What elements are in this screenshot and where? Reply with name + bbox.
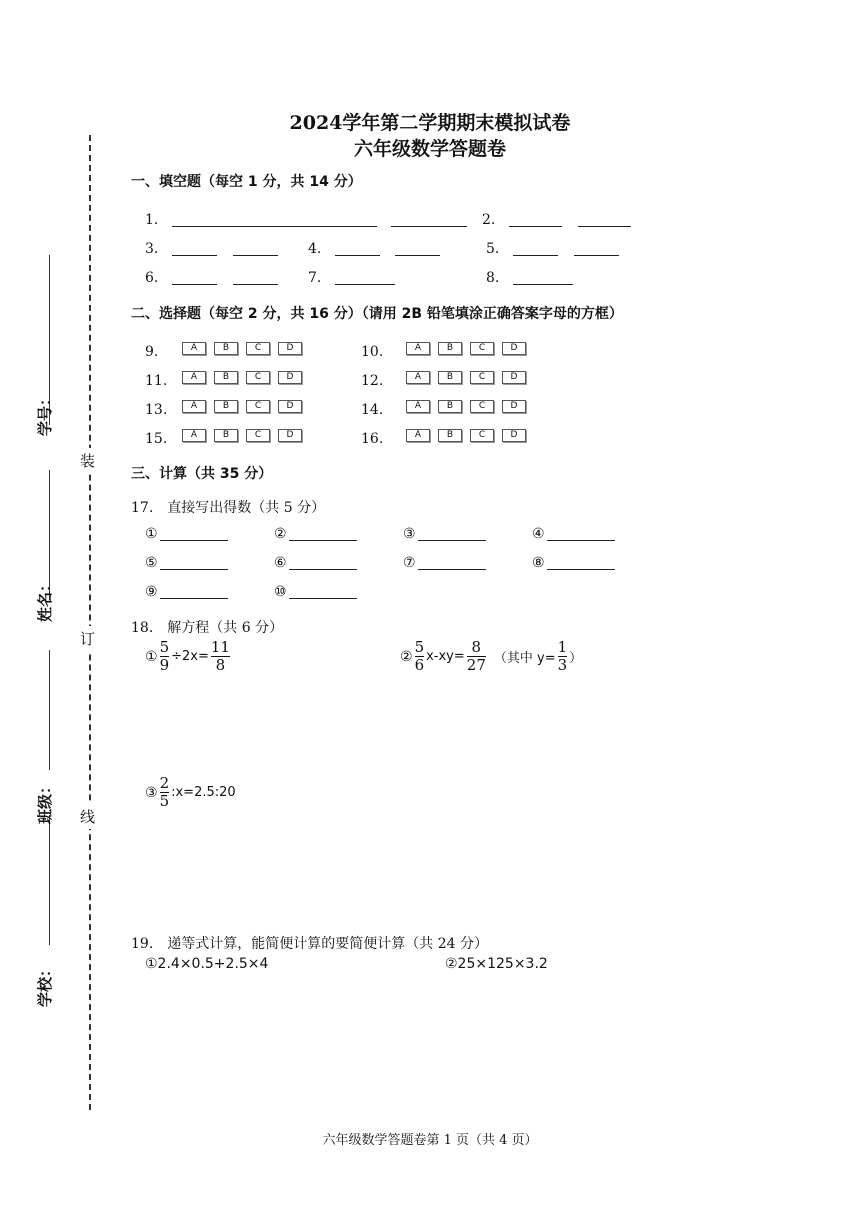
q19-item-2: ②25×125×3.2	[445, 956, 548, 972]
q17-item-1-mark: ①	[145, 526, 158, 542]
numerator: 5	[159, 638, 170, 656]
q17-item-4-mark: ④	[532, 526, 545, 542]
option-d-box[interactable]: D	[278, 342, 302, 355]
q7-number: 7.	[308, 270, 322, 286]
numerator: 5	[414, 638, 425, 656]
option-a-box[interactable]: A	[406, 429, 430, 442]
q6-blank-2[interactable]	[233, 270, 278, 285]
q15-options	[182, 429, 302, 442]
q3-number: 3.	[145, 241, 159, 257]
option-d-box[interactable]: D	[502, 342, 526, 355]
option-a-box[interactable]: A	[182, 371, 206, 384]
q17-item-3-mark: ③	[403, 526, 416, 542]
option-a-box[interactable]: A	[406, 400, 430, 413]
denominator: 3	[557, 656, 568, 674]
option-d-box[interactable]: D	[502, 371, 526, 384]
eq1-fraction-2	[211, 639, 230, 674]
q11-options	[182, 371, 302, 384]
q17-item-10-blank[interactable]	[289, 584, 357, 599]
q19-prompt: 19. 递等式计算，能简便计算的要简便计算（共 24 分）	[131, 936, 488, 952]
option-b-box[interactable]: B	[438, 400, 462, 413]
q17-item-5-blank[interactable]	[160, 555, 228, 570]
q17-item-2-mark: ②	[274, 526, 287, 542]
binding-dashed-line	[89, 135, 91, 1110]
q9-number: 9.	[145, 344, 159, 360]
q17-item-6-blank[interactable]	[289, 555, 357, 570]
exam-title: 2024学年第二学期期末模拟试卷	[289, 112, 571, 134]
option-c-box[interactable]: C	[470, 371, 494, 384]
numerator: 1	[557, 638, 568, 656]
option-b-box[interactable]: B	[438, 342, 462, 355]
q17-item-8-mark: ⑧	[532, 555, 545, 571]
q7-blank[interactable]	[335, 270, 395, 285]
eq3-rest: :x=2.5:20	[171, 785, 236, 800]
section2-heading: 二、选择题（每空 2 分，共 16 分）（请用 2B 铅笔填涂正确答案字母的方框）	[131, 306, 623, 322]
option-a-box[interactable]: A	[406, 342, 430, 355]
q17-item-7-mark: ⑦	[403, 555, 416, 571]
q10-options	[406, 342, 526, 355]
q4-blank-2[interactable]	[395, 241, 440, 256]
eq2-fraction-3	[558, 639, 568, 674]
equation-3	[145, 775, 236, 810]
q18-prompt: 18. 解方程（共 6 分）	[131, 620, 284, 636]
q9-options	[182, 342, 302, 355]
q13-number: 13.	[145, 402, 168, 418]
page-footer: 六年级数学答题卷第 1 页（共 4 页）	[322, 1133, 538, 1148]
equation-2	[400, 639, 582, 674]
numerator: 2	[159, 774, 170, 792]
q16-number: 16.	[361, 431, 384, 447]
q17-item-6-mark: ⑥	[274, 555, 287, 571]
numerator: 11	[210, 638, 230, 656]
q15-number: 15.	[145, 431, 168, 447]
q17-prompt: 17. 直接写出得数（共 5 分）	[131, 500, 326, 516]
q17-item-7-blank[interactable]	[418, 555, 486, 570]
q2-blank-1[interactable]	[509, 212, 562, 227]
option-c-box[interactable]: C	[246, 342, 270, 355]
binding-char-xian: 线	[80, 804, 95, 829]
q17-item-9-mark: ⑨	[145, 584, 158, 600]
q17-item-5-mark: ⑤	[145, 555, 158, 571]
denominator: 8	[215, 656, 226, 674]
eq1-fraction-1	[160, 639, 170, 674]
q5-blank-2[interactable]	[574, 241, 619, 256]
q17-item-4-blank[interactable]	[547, 526, 615, 541]
name-label: 姓名：	[36, 576, 55, 623]
q5-number: 5.	[486, 241, 500, 257]
eq2-middle: x-xy=	[426, 649, 465, 664]
denominator: 27	[466, 656, 486, 674]
option-b-box[interactable]: B	[438, 371, 462, 384]
q3-blank-2[interactable]	[233, 241, 278, 256]
q13-options	[182, 400, 302, 413]
eq2-note: （其中 y=	[493, 651, 556, 666]
section3-heading: 三、计算（共 35 分）	[131, 466, 273, 482]
option-d-box[interactable]: D	[502, 400, 526, 413]
q14-number: 14.	[361, 402, 384, 418]
q19-item-1: ①2.4×0.5+2.5×4	[145, 956, 269, 972]
equation-1	[145, 639, 232, 674]
option-b-box[interactable]: B	[214, 342, 238, 355]
option-d-box[interactable]: D	[278, 400, 302, 413]
q14-options	[406, 400, 526, 413]
q10-number: 10.	[361, 344, 384, 360]
option-c-box[interactable]: C	[470, 400, 494, 413]
option-d-box[interactable]: D	[502, 429, 526, 442]
q17-item-3-blank[interactable]	[418, 526, 486, 541]
q17-item-1-blank[interactable]	[160, 526, 228, 541]
option-c-box[interactable]: C	[246, 400, 270, 413]
denominator: 9	[159, 656, 170, 674]
binding-char-ding: 订	[80, 626, 95, 651]
q1-blank-2[interactable]	[391, 212, 467, 227]
q3-blank-1[interactable]	[172, 241, 217, 256]
eq1-middle: ÷2x=	[171, 649, 209, 664]
q17-item-2-blank[interactable]	[289, 526, 357, 541]
school-line	[49, 815, 50, 945]
binding-char-zhuang: 装	[80, 448, 95, 473]
option-b-box[interactable]: B	[438, 429, 462, 442]
student-id-label: 学号：	[36, 390, 55, 437]
q6-number: 6.	[145, 270, 159, 286]
option-d-box[interactable]: D	[278, 371, 302, 384]
eq2-fraction-2	[467, 639, 486, 674]
q16-options	[406, 429, 526, 442]
q5-blank-1[interactable]	[513, 241, 558, 256]
q1-blank-1[interactable]	[172, 212, 377, 227]
option-b-box[interactable]: B	[214, 429, 238, 442]
option-c-box[interactable]: C	[470, 429, 494, 442]
option-d-box[interactable]: D	[278, 429, 302, 442]
option-a-box[interactable]: A	[182, 342, 206, 355]
q2-number: 2.	[482, 212, 496, 228]
option-c-box[interactable]: C	[470, 342, 494, 355]
option-c-box[interactable]: C	[246, 429, 270, 442]
school-label: 学校：	[36, 961, 55, 1008]
eq3-fraction	[160, 775, 170, 810]
eq2-mark: ②	[400, 648, 413, 665]
class-line	[49, 650, 50, 770]
section1-heading: 一、填空题（每空 1 分，共 14 分）	[131, 174, 362, 190]
numerator: 8	[471, 638, 482, 656]
q17-item-9-blank[interactable]	[160, 584, 228, 599]
q17-item-8-blank[interactable]	[547, 555, 615, 570]
option-a-box[interactable]: A	[182, 400, 206, 413]
class-label: 班级：	[36, 778, 55, 825]
q6-blank-1[interactable]	[172, 270, 217, 285]
q1-number: 1.	[145, 212, 159, 228]
q8-number: 8.	[486, 270, 500, 286]
eq3-mark: ③	[145, 784, 158, 801]
option-c-box[interactable]: C	[246, 371, 270, 384]
option-b-box[interactable]: B	[214, 371, 238, 384]
q4-blank-1[interactable]	[335, 241, 380, 256]
q2-blank-2[interactable]	[578, 212, 631, 227]
eq2-close: ）	[569, 651, 583, 666]
eq2-fraction-1	[415, 639, 425, 674]
q12-options	[406, 371, 526, 384]
q12-number: 12.	[361, 373, 384, 389]
eq1-mark: ①	[145, 648, 158, 665]
denominator: 5	[159, 792, 170, 810]
q4-number: 4.	[308, 241, 322, 257]
q11-number: 11.	[145, 373, 168, 389]
q17-item-10-mark: ⑩	[274, 584, 287, 600]
option-a-box[interactable]: A	[182, 429, 206, 442]
q8-blank[interactable]	[513, 270, 573, 285]
option-a-box[interactable]: A	[406, 371, 430, 384]
denominator: 6	[414, 656, 425, 674]
option-b-box[interactable]: B	[214, 400, 238, 413]
exam-subtitle: 六年级数学答题卷	[353, 138, 506, 160]
